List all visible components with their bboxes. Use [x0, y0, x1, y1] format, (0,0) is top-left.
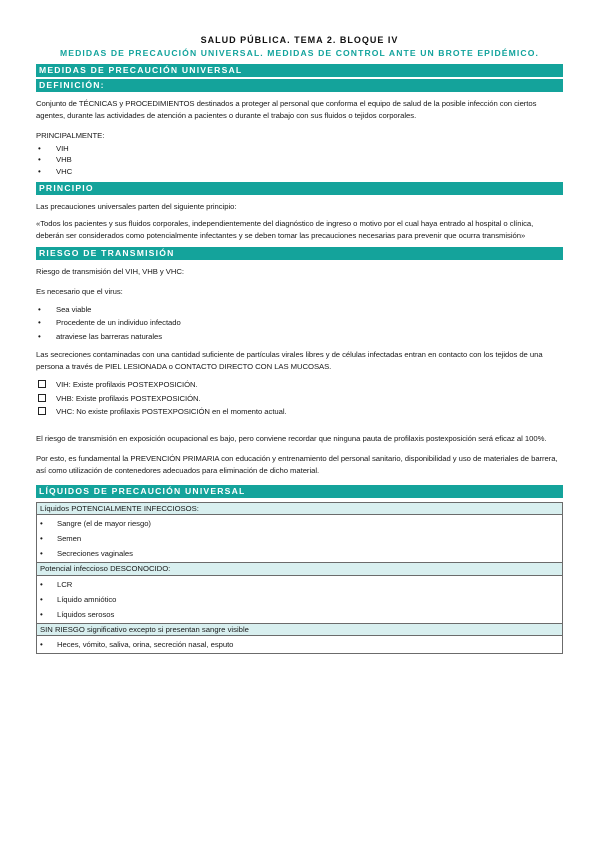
list-item: • VHC: [36, 166, 563, 178]
definicion-text: Conjunto de TÉCNICAS y PROCEDIMIENTOS destinados a proteger al personal que conforma el equipo de salud de la posible infección con ciertos agentes, durante las actividades de atención a pacientes o durante el trabajo con sus fluidos o tejidos corporales.: [36, 99, 537, 120]
fluid-list: [40, 516, 559, 561]
list-item: • Procedente de un individuo infectado: [36, 316, 563, 330]
section-heading-main: MEDIDAS DE PRECAUCIÓN UNIVERSAL: [36, 64, 563, 77]
checkbox-item: VHC: No existe profilaxis POSTEXPOSICIÓN en el momento actual.: [36, 405, 563, 419]
list-item: • VIH: [36, 143, 563, 155]
section-heading-riesgo: RIESGO DE TRANSMISIÓN: [36, 247, 563, 260]
virus-list: [36, 143, 563, 178]
checkbox-item: VHB: Existe profilaxis POSTEXPOSICIÓN.: [36, 392, 563, 406]
document-title: SALUD PÚBLICA. TEMA 2. BLOQUE IV: [200, 35, 399, 45]
list-item: • Semen: [40, 531, 559, 546]
riesgo-intro: Riesgo de transmisión del VIH, VHB y VHC:: [36, 267, 184, 277]
list-item: • Sea viable: [36, 303, 563, 317]
checkbox-item: VIH: Existe profilaxis POSTEXPOSICIÓN.: [36, 378, 563, 392]
section-heading-definicion: DEFINICIÓN:: [36, 79, 563, 92]
section-heading-principio: PRINCIPIO: [36, 182, 563, 195]
table-row: [37, 636, 563, 654]
table-row: [37, 575, 563, 623]
table-header-row: [37, 623, 563, 636]
list-item: • Heces, vómito, saliva, orina, secreción nasal, esputo: [40, 637, 559, 652]
list-item: • Líquidos serosos: [40, 607, 559, 622]
list-item: • atraviese las barreras naturales: [36, 330, 563, 344]
section-heading-liquidos: LÍQUIDOS DE PRECAUCIÓN UNIVERSAL: [36, 485, 563, 498]
prevencion-text: Por esto, es fundamental la PREVENCIÓN PRIMARIA con educación y entrenamiento del personal sanitario, disponibilidad y uso de materiales de barrera, así como utilización de contenedores adecuados para eliminación de dicho material.: [36, 454, 558, 475]
list-item: • LCR: [40, 577, 559, 592]
table-row: [37, 515, 563, 563]
principalmente-label: PRINCIPALMENTE:: [36, 131, 105, 141]
list-item: • Secreciones vaginales: [40, 546, 559, 561]
group-header: Potencial infeccioso DESCONOCIDO:: [37, 563, 563, 576]
document-subtitle: MEDIDAS DE PRECAUCIÓN UNIVERSAL. MEDIDAS DE CONTROL ANTE UN BROTE EPIDÉMICO.: [60, 48, 539, 58]
list-item: • VHB: [36, 154, 563, 166]
riesgo-conditions-list: [36, 303, 563, 344]
secreciones-text: Las secreciones contaminadas con una cantidad suficiente de partículas virales libres y de células infectadas entran en contacto con los tejidos de una persona a través de PIEL LESIONADA o CONTACTO DIRECTO CON LAS MUCOSAS.: [36, 350, 543, 371]
group-header: Líquidos POTENCIALMENTE INFECCIOSOS:: [37, 502, 563, 515]
principio-quote: «Todos los pacientes y sus fluidos corporales, independientemente del diagnóstico de ingreso o motivo por el cual haya entrado al hospital o clínica, deberán ser considerados como potencialmente infectantes y se deben tomar las precauciones necesarias para prevenir que ocurra transmisión»: [36, 219, 534, 240]
table-header-row: [37, 502, 563, 515]
riesgo-necesario: Es necesario que el virus:: [36, 286, 123, 296]
group-header: SIN RIESGO significativo excepto si presentan sangre visible: [37, 623, 563, 636]
fluid-list: [40, 637, 559, 652]
liquidos-table: [36, 502, 563, 655]
document-page: [36, 34, 563, 654]
fluid-list: [40, 577, 559, 622]
list-item: • Líquido amniótico: [40, 592, 559, 607]
profilaxis-list: [36, 378, 563, 419]
riesgo-bajo-text: El riesgo de transmisión en exposición ocupacional es bajo, pero conviene recordar que ninguna pauta de profilaxis postexposición será eficaz al 100%.: [36, 433, 547, 443]
table-header-row: [37, 563, 563, 576]
principio-intro: Las precauciones universales parten del siguiente principio:: [36, 201, 237, 211]
list-item: • Sangre (el de mayor riesgo): [40, 516, 559, 531]
